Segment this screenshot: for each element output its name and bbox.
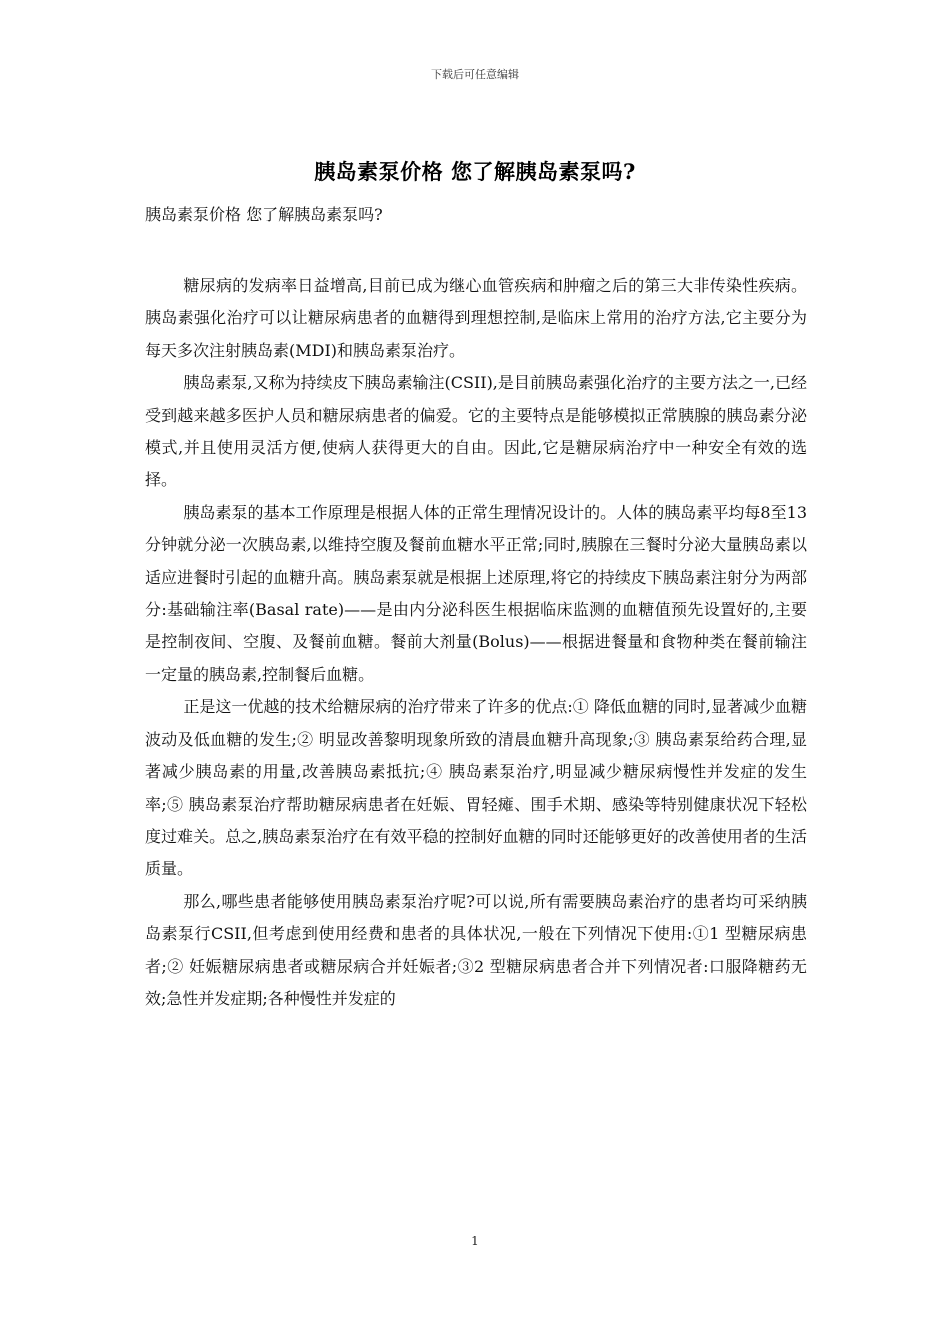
page-number: 1 — [471, 1234, 479, 1248]
paragraph-principle: 胰岛素泵的基本工作原理是根据人体的正常生理情况设计的。人体的胰岛素平均每8至13分钟就分泌一次胰岛素,以维持空腹及餐前血糖水平正常;同时,胰腺在三餐时分泌大量胰岛素以适应进餐时引起的血糖升高。胰岛素泵就是根据上述原理,将它的持续皮下胰岛素注射分为两部分:基础输注率(Basal rate)——是由内分泌科医生根据临床监测的血糖值预先设置好的,主要是控制夜间、空腹、及餐前血糖。餐前大剂量(Bolus)——根据进餐量和食物种类在餐前输注一定量的胰岛素,控制餐后血糖。 — [145, 502, 807, 684]
paragraph-advantages: 正是这一优越的技术给糖尿病的治疗带来了许多的优点:① 降低血糖的同时,显著减少血糖波动及低血糖的发生;② 明显改善黎明现象所致的清晨血糖升高现象;③ 胰岛素泵给药合理,显著减少胰岛素的用量,改善胰岛素抵抗;④ 胰岛素泵治疗,明显减少糖尿病慢性并发症的发生率;⑤ 胰岛素泵治疗帮助糖尿病患者在妊娠、胃轻瘫、围手术期、感染等特别健康状况下轻松度过难关。总之,胰岛素泵治疗在有效平稳的控制好血糖的同时还能够更好的改善使用者的生活质量。 — [145, 697, 807, 879]
document-title: 胰岛素泵价格 您了解胰岛素泵吗? — [314, 159, 636, 184]
header-note: 下载后可任意编辑 — [431, 68, 519, 81]
paragraph-definition: 胰岛素泵,又称为持续皮下胰岛素输注(CSII),是目前胰岛素强化治疗的主要方法之一,已经受到越来越多医护人员和糖尿病患者的偏爱。它的主要特点是能够模拟正常胰腺的胰岛素分泌模式,并且使用灵活方便,使病人获得更大的自由。因此,它是糖尿病治疗中一种安全有效的选择。 — [145, 373, 807, 490]
document-body — [145, 270, 807, 1015]
paragraph-indications: 那么,哪些患者能够使用胰岛素泵治疗呢?可以说,所有需要胰岛素治疗的患者均可采纳胰岛素泵行CSII,但考虑到使用经费和患者的具体状况,一般在下列情况下使用:①1 型糖尿病患者;② 妊娠糖尿病患者或糖尿病合并妊娠者;③2 型糖尿病患者合并下列情况者:口服降糖药无效;急性并发症期;各种慢性并发症的 — [145, 891, 807, 1008]
paragraph-intro: 糖尿病的发病率日益增高,目前已成为继心血管疾病和肿瘤之后的第三大非传染性疾病。胰岛素强化治疗可以让糖尿病患者的血糖得到理想控制,是临床上常用的治疗方法,它主要分为每天多次注射胰岛素(MDI)和胰岛素泵治疗。 — [145, 276, 807, 360]
document-subtitle: 胰岛素泵价格 您了解胰岛素泵吗? — [145, 205, 383, 224]
